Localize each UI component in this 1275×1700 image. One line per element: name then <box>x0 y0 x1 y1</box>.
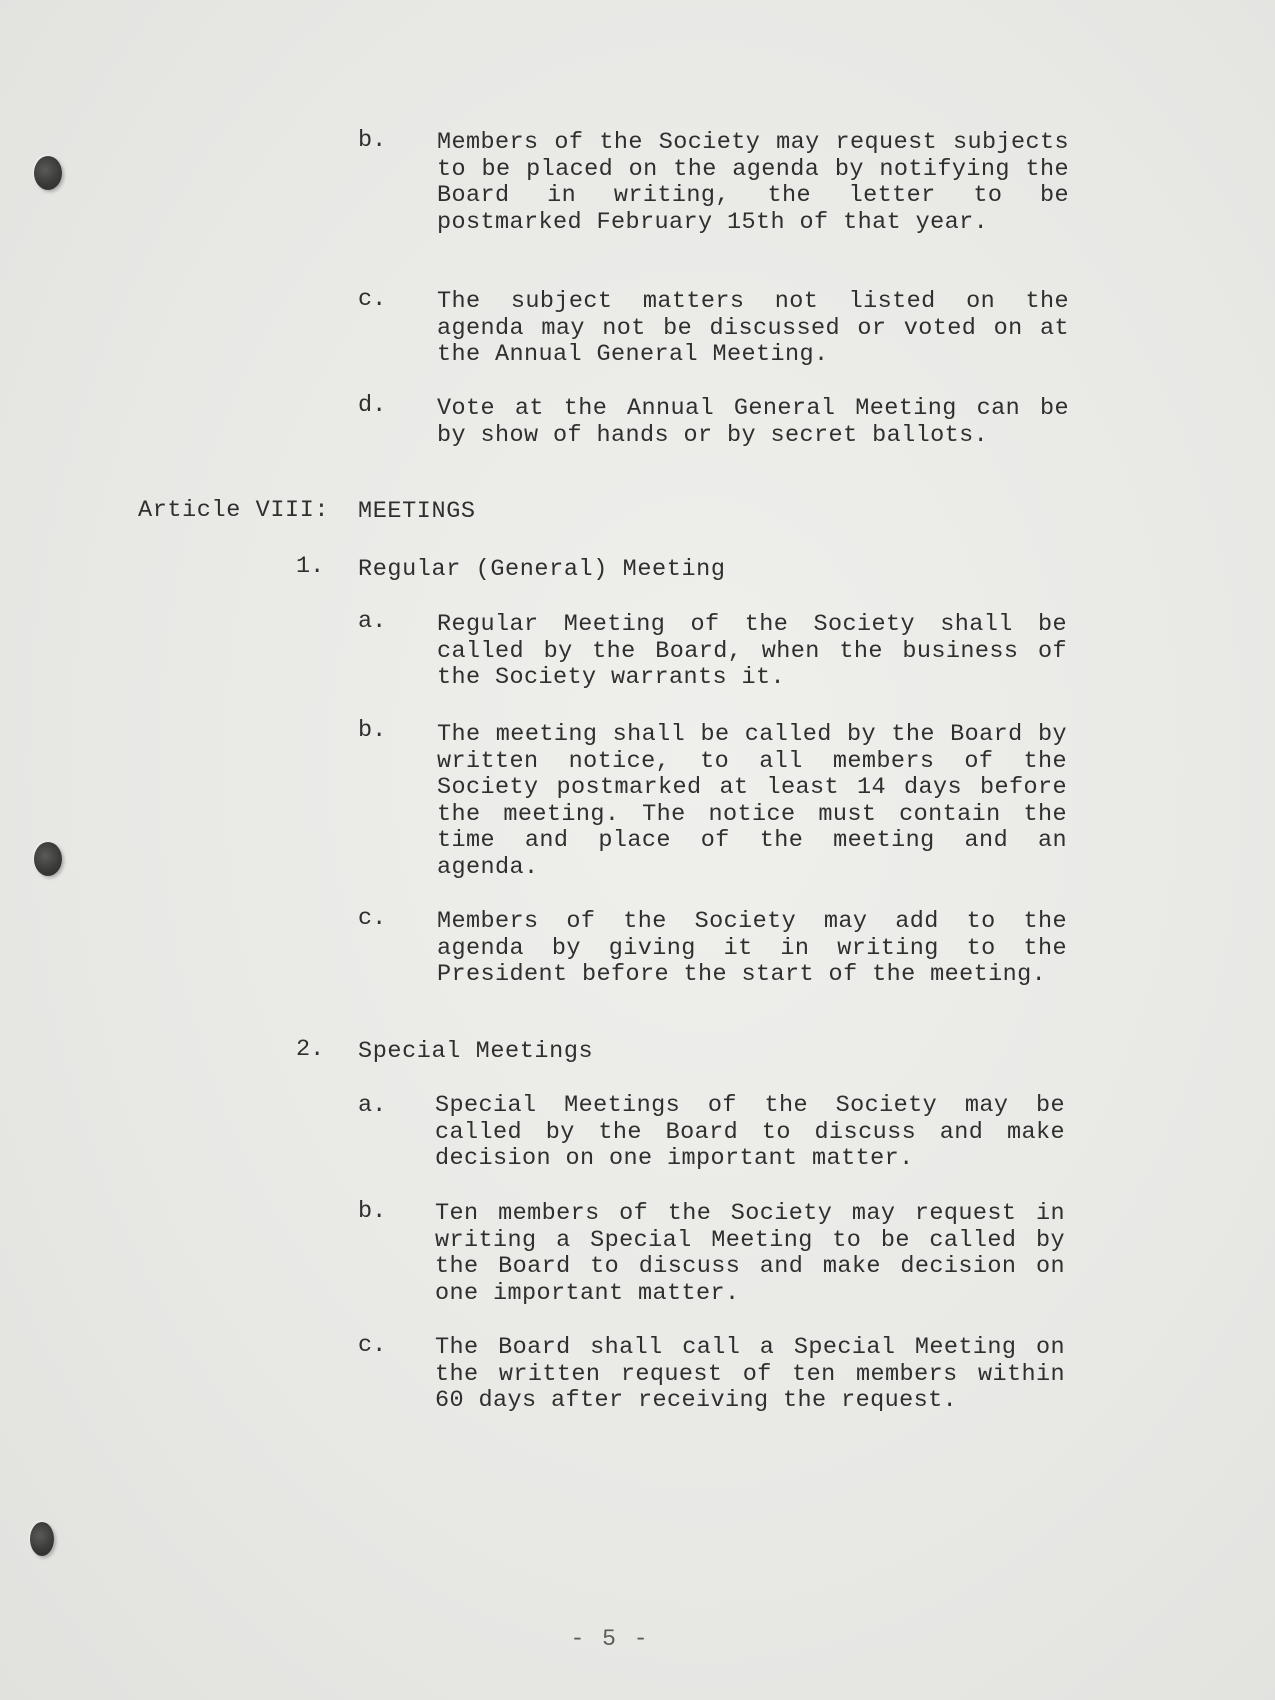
list-marker: c. <box>358 286 387 313</box>
page-number: - 5 - <box>570 1626 650 1652</box>
list-item-text: Members of the Society may request subjects to be placed on the agenda by notifying the Board in writing, the letter to be postmarked February 15th of that year. <box>437 129 1069 236</box>
list-marker: b. <box>358 717 387 744</box>
list-item-text: The subject matters not listed on the agenda may not be discussed or voted on at the Annual General Meeting. <box>437 288 1069 368</box>
binder-hole-middle <box>34 842 62 876</box>
list-marker: a. <box>358 608 387 635</box>
section-heading: Special Meetings <box>358 1038 594 1065</box>
section-number: 1. <box>296 553 325 580</box>
section-heading: Regular (General) Meeting <box>358 556 726 583</box>
article-label: Article VIII: <box>138 497 330 524</box>
binder-hole-bottom <box>30 1522 54 1556</box>
section-number: 2. <box>296 1036 325 1063</box>
list-item-text: Ten members of the Society may request in writing a Special Meeting to be called by the Board to discuss and make decision on one important matter. <box>435 1200 1065 1307</box>
list-item-text: The Board shall call a Special Meeting on the written request of ten members within 60 days after receiving the request. <box>435 1334 1065 1414</box>
list-marker: b. <box>358 127 387 154</box>
list-marker: c. <box>358 1332 387 1359</box>
article-title: MEETINGS <box>358 498 476 525</box>
list-marker: b. <box>358 1198 387 1225</box>
list-item-text: Members of the Society may add to the agenda by giving it in writing to the President before the start of the meeting. <box>437 908 1067 988</box>
list-item-text: The meeting shall be called by the Board by written notice, to all members of the Society postmarked at least 14 days before the meeting. The notice must contain the time and place of the meeting and an agenda. <box>437 721 1067 881</box>
list-item-text: Regular Meeting of the Society shall be called by the Board, when the business of the Society warrants it. <box>437 611 1067 691</box>
list-item-text: Special Meetings of the Society may be called by the Board to discuss and make decision on one important matter. <box>435 1092 1065 1172</box>
list-marker: c. <box>358 905 387 932</box>
list-item-text: Vote at the Annual General Meeting can be by show of hands or by secret ballots. <box>437 395 1069 449</box>
list-marker: a. <box>358 1092 387 1119</box>
list-marker: d. <box>358 392 387 419</box>
binder-hole-top <box>34 156 62 190</box>
